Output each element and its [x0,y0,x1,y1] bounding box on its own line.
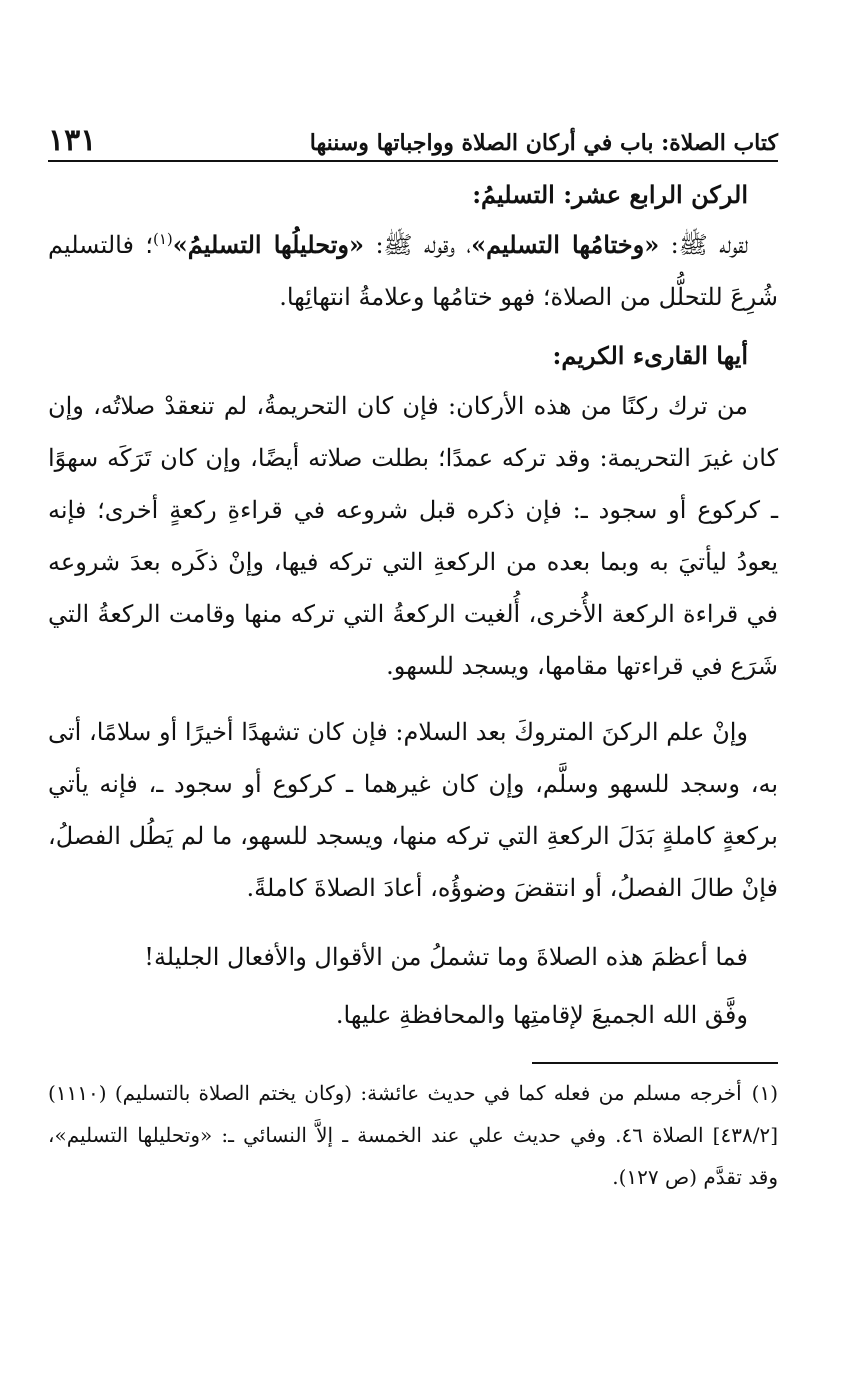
footnote-text: أخرجه مسلم من فعله كما في حديث عائشة: (وكان يختم الصلاة بالتسليم) (١١١٠) [٤٣٨/٢] الصلاة ٤٦. وفي حديث علي عند الخمسة ـ إلاَّ النسائي ـ: «وتحليلها التسليم»، وقد تقدَّم (ص ١٢٧). [48,1081,778,1189]
p1-text-1: لقوله ﷺ: [659,231,748,259]
address-heading: أيها القارىء الكريم: [552,341,748,370]
p1-text-3: ؛ فالتسليم شُرِعَ للتحلُّل من الصلاة؛ فهو ختامُها وعلامةُ انتهائِها. [48,231,778,311]
header-rule [48,160,778,162]
hadith-quote-2: «وتحليلُها التسليمُ» [172,230,364,259]
running-title: كتاب الصلاة: باب في أركان الصلاة وواجباتها وسننها [309,130,778,156]
closing-line-1: فما أعظمَ هذه الصلاةَ وما تشملُ من الأقوال والأفعال الجليلة! [144,943,748,971]
footnote [48,1072,778,1198]
paragraph-3: وإنْ علم الركنَ المتروكَ بعد السلام: فإن كان تشهدًا أخيرًا أو سلامًا، أتى به، وسجد للسهو وسلَّم، وإن كان غيرهما ـ كركوع أو سجود ـ، فإنه يأتي بركعةٍ كاملةٍ بَدَلَ الركعةِ التي تركه منها، ويسجد للسهو، ما لم يَطُل الفصلُ، فإنْ طالَ الفصلُ، أو انتقضَ وضوؤُه، أعادَ الصلاةَ كاملةً. [48,718,778,902]
hadith-quote-1: «وختامُها التسليم» [471,230,660,259]
footnote-rule [532,1062,778,1064]
p1-text-2: ، وقوله ﷺ: [364,231,472,259]
section-heading: الركن الرابع عشر: التسليمُ: [472,180,748,209]
page-number: ١٣١ [48,123,97,158]
book-page [48,110,778,1198]
footnote-number: (١) [751,1081,778,1105]
footnote-reference[interactable]: (١) [152,230,173,248]
paragraph-1 [48,219,778,323]
paragraph-2: من ترك ركنًا من هذه الأركان: فإن كان التحريمةُ، لم تنعقدْ صلاتُه، وإن كان غيرَ التحريمة: وقد تركه عمدًا؛ بطلت صلاته أيضًا، وإن كان تَرَكَه سهوًا ـ كركوع أو سجود ـ: فإن ذكره قبل شروعه في قراءةِ ركعةٍ أخرى؛ فإنه يعودُ ليأتيَ به وبما بعده من الركعةِ التي تركه فيها، وإنْ ذكَره بعدَ شروعه في قراءة الركعة الأُخرى، أُلغيت الركعةُ التي تركه منها وقامت الركعةُ التي شَرَع في قراءتها مقامها، ويسجد للسهو. [48,392,779,680]
page-header [48,110,778,160]
closing-line-2: وفَّق الله الجميعَ لإقامتِها والمحافظةِ عليها. [335,1001,748,1029]
